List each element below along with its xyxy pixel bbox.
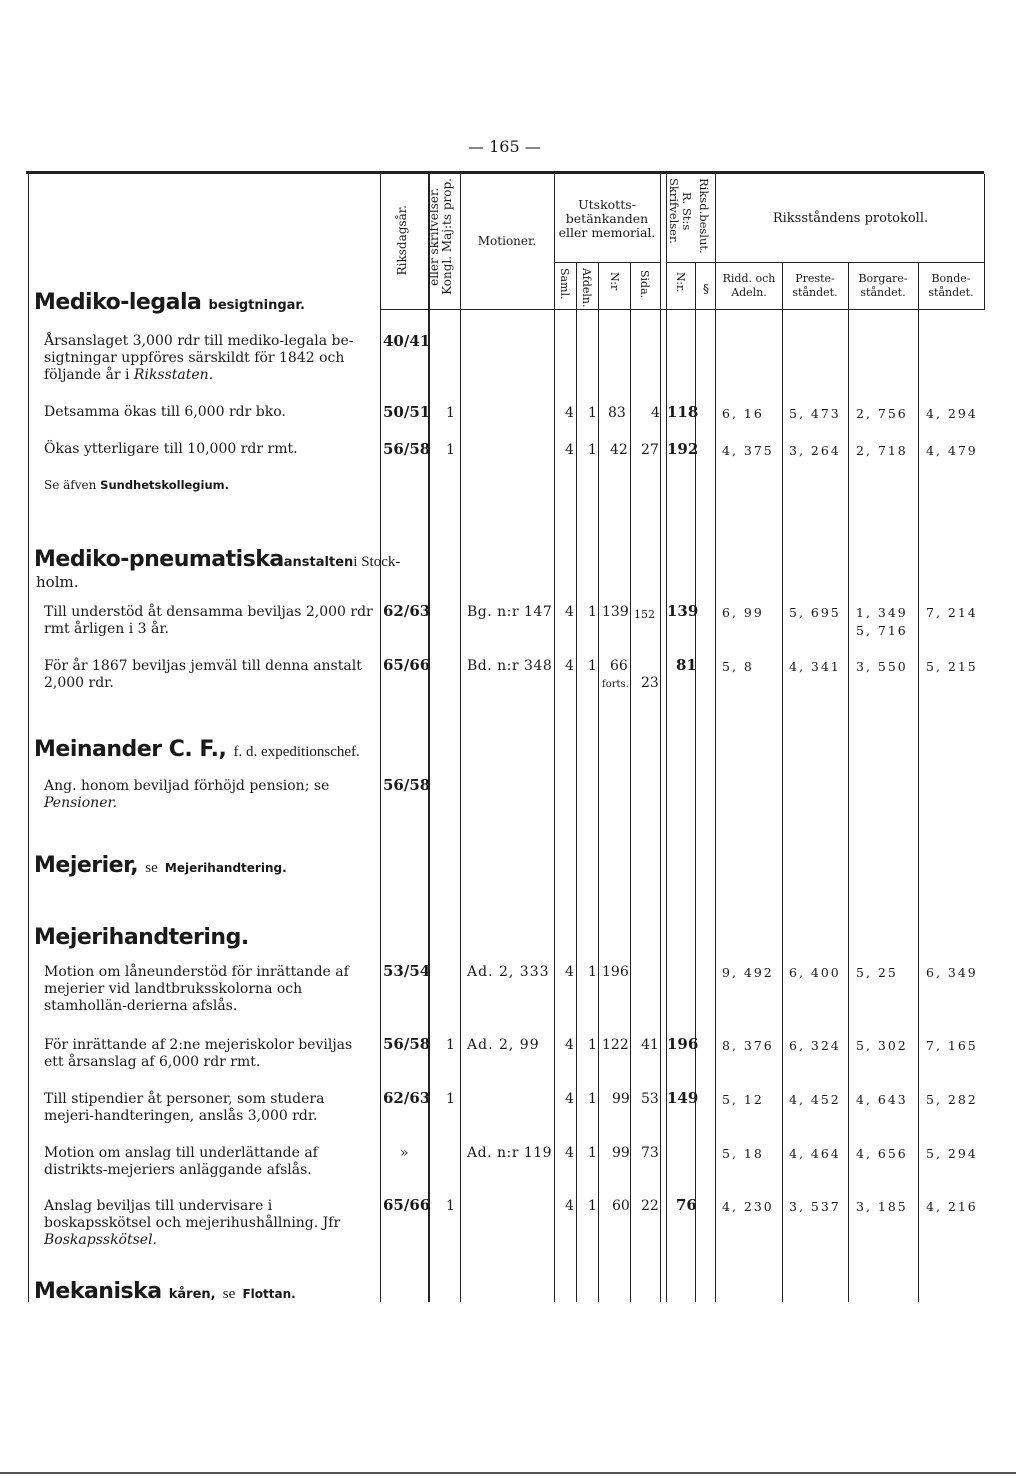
borgare-cell: 5, 25: [856, 965, 898, 980]
borgare-cell: 1, 349: [856, 605, 908, 620]
entry-text: Till understöd åt densamma beviljas 2,000 rdr rmt årligen i 3 år.: [44, 604, 373, 637]
year-cell: »: [400, 1145, 409, 1161]
year-cell: 50/51: [383, 403, 431, 421]
bonde-cell: 5, 282: [926, 1092, 978, 1107]
header-paragraph: §: [703, 282, 709, 296]
sida-cell: 23: [641, 675, 659, 691]
rsts-cell: 149: [667, 1089, 699, 1107]
preste-cell: 4, 452: [789, 1092, 841, 1107]
preste-cell: 4, 464: [789, 1146, 841, 1161]
year-cell: 65/66: [383, 656, 431, 674]
ridd-cell: 6, 99: [722, 605, 764, 620]
section-title-mediko-pneumatiska: Mediko-pneumatiskaanstalteni Stock-: [34, 547, 401, 572]
rsts-cell: 118: [667, 403, 699, 421]
header-borgare: Borgare- ståndet.: [858, 272, 908, 299]
rsts-cell: 139: [667, 602, 699, 620]
header-kongl-prop: Kongl. Maj:ts prop. eller skrifvelser.: [427, 178, 454, 295]
motion-cell: Ad. 2, 99: [467, 1037, 540, 1053]
bonde-cell: 6, 349: [926, 965, 978, 980]
saml-cell: 4: [565, 658, 574, 674]
header-ridd: Ridd. och Adeln.: [722, 272, 776, 299]
preste-cell: 5, 695: [789, 605, 841, 620]
year-cell: 56/58: [383, 1035, 431, 1053]
afd-cell: 1: [588, 1198, 597, 1214]
header-afdeln: Afdeln.: [580, 268, 593, 308]
nr-cell: 99: [612, 1145, 630, 1161]
nr-cell: 196: [602, 964, 629, 980]
bonde-cell: 5, 294: [926, 1146, 978, 1161]
top-rule: [26, 171, 984, 174]
year-cell: 62/63: [383, 602, 431, 620]
saml-cell: 4: [565, 964, 574, 980]
preste-cell: 6, 324: [789, 1038, 841, 1053]
ridd-cell: 8, 376: [722, 1038, 774, 1053]
saml-cell: 4: [565, 1037, 574, 1053]
rsts-cell: 196: [667, 1035, 699, 1053]
borgare-cell: 5, 302: [856, 1038, 908, 1053]
motion-cell: Bg. n:r 147: [467, 604, 553, 620]
sida-cell: 27: [641, 442, 659, 458]
ridd-cell: 6, 16: [722, 406, 764, 421]
afd-cell: 1: [588, 604, 597, 620]
nr-cell: 60: [612, 1198, 630, 1214]
sida-cell: 4: [651, 405, 660, 421]
ridd-cell: 4, 375: [722, 443, 774, 458]
bonde-cell: 4, 216: [926, 1199, 978, 1214]
entry-text: Motion om låneunderstöd för inrättande af mejerier vid landtbruksskolorna och stamhollän-derierna afslås.: [44, 964, 349, 1014]
sida-cell: 53: [641, 1091, 659, 1107]
nr-note: forts.: [602, 679, 629, 690]
header-motioner: Motioner.: [477, 234, 537, 248]
rsts-cell: 192: [667, 440, 699, 458]
section-title-cont: holm.: [36, 573, 79, 591]
ridd-cell: 9, 492: [722, 965, 774, 980]
bonde-cell: 4, 294: [926, 406, 978, 421]
entry-text: För år 1867 beviljas jemväl till denna anstalt 2,000 rdr.: [44, 658, 362, 691]
kongl-cell: 1: [446, 405, 455, 421]
nr-cell: 122: [602, 1037, 629, 1053]
ridd-cell: 5, 18: [722, 1146, 764, 1161]
section-title-mejerihandtering: Mejerihandtering.: [34, 925, 249, 950]
borgare-cell: 4, 656: [856, 1146, 908, 1161]
entry-text: Till stipendier åt personer, som studera mejeri-handteringen, anslås 3,000 rdr.: [44, 1091, 325, 1124]
section-title-mediko-legala: Mediko-legala besigtningar.: [34, 290, 305, 315]
saml-cell: 4: [565, 1091, 574, 1107]
header-protokoll: Riksståndens protokoll.: [772, 211, 929, 226]
preste-cell: 3, 537: [789, 1199, 841, 1214]
preste-cell: 6, 400: [789, 965, 841, 980]
afd-cell: 1: [588, 405, 597, 421]
header-utskotts: Utskotts- betänkanden eller memorial.: [558, 197, 656, 240]
header-riksd-beslut: Riksd.beslut.: [697, 178, 711, 254]
kongl-cell: 1: [446, 1198, 455, 1214]
sida-cell: 41: [641, 1037, 659, 1053]
see-also: Se äfven Sundhetskollegium.: [44, 478, 230, 492]
motion-cell: Ad. 2, 333: [467, 964, 550, 980]
entry-text: För inrättande af 2:ne mejeriskolor beviljas ett årsanslag af 6,000 rdr rmt.: [44, 1037, 353, 1070]
saml-cell: 4: [565, 405, 574, 421]
afd-cell: 1: [588, 658, 597, 674]
bonde-cell: 7, 165: [926, 1038, 978, 1053]
entry-text: Anslag beviljas till undervisare i boskapsskötsel och mejerihushållning. Jfr Boskapsskötsel.: [44, 1198, 341, 1248]
bottom-edge: [0, 1472, 1016, 1474]
nr-cell: 99: [612, 1091, 630, 1107]
borgare-cell-2: 5, 716: [856, 623, 908, 638]
year-cell: 65/66: [383, 1196, 431, 1214]
afd-cell: 1: [588, 1091, 597, 1107]
rsts-cell: 76: [676, 1196, 697, 1214]
nr-cell: 139: [602, 604, 629, 620]
kongl-cell: 1: [446, 442, 455, 458]
borgare-cell: 4, 643: [856, 1092, 908, 1107]
ridd-cell: 4, 230: [722, 1199, 774, 1214]
year-cell: 56/58: [383, 440, 431, 458]
header-rsts-nr: N:r.: [674, 272, 687, 293]
saml-cell: 4: [565, 604, 574, 620]
kongl-cell: 1: [446, 1037, 455, 1053]
borgare-cell: 3, 550: [856, 659, 908, 674]
borgare-cell: 2, 718: [856, 443, 908, 458]
year-cell: 40/41: [383, 332, 431, 350]
preste-cell: 5, 473: [789, 406, 841, 421]
header-rsts: R. St:s Skrifvelser.: [667, 178, 694, 244]
sida-cell: 73: [641, 1145, 659, 1161]
saml-cell: 4: [565, 1145, 574, 1161]
nr-cell: 42: [610, 442, 628, 458]
motion-cell: Ad. n:r 119: [467, 1145, 553, 1161]
afd-cell: 1: [588, 442, 597, 458]
borgare-cell: 3, 185: [856, 1199, 908, 1214]
preste-cell: 3, 264: [789, 443, 841, 458]
kongl-cell: 1: [446, 1091, 455, 1107]
section-title-meinander: Meinander C. F., f. d. expeditionschef.: [34, 737, 360, 762]
borgare-cell: 2, 756: [856, 406, 908, 421]
ridd-cell: 5, 12: [722, 1092, 764, 1107]
entry-text: Motion om anslag till underlättande af distrikts-mejeriers anläggande afslås.: [44, 1145, 318, 1178]
bonde-cell: 5, 215: [926, 659, 978, 674]
bonde-cell: 4, 479: [926, 443, 978, 458]
header-preste: Preste- ståndet.: [792, 272, 838, 299]
year-cell: 56/58: [383, 776, 431, 794]
entry-text: Årsanslaget 3,000 rdr till mediko-legala be-sigtningar uppföres särskildt för 1842 och följande år i Riksstaten.: [44, 333, 354, 383]
nr-cell: 66: [610, 658, 628, 674]
afd-cell: 1: [588, 1145, 597, 1161]
sida-cell: 22: [641, 1198, 659, 1214]
year-cell: 53/54: [383, 962, 431, 980]
page-number: — 165 —: [468, 137, 541, 156]
nr-cell: 83: [608, 405, 626, 421]
preste-cell: 4, 341: [789, 659, 841, 674]
header-bonde: Bonde- ståndet.: [928, 272, 974, 299]
header-riksdagsar: Riksdagsår.: [395, 205, 409, 276]
section-title-mejerier: Mejerier, se Mejerihandtering.: [34, 853, 287, 878]
entry-text: Ökas ytterligare till 10,000 rdr rmt.: [44, 441, 298, 457]
saml-cell: 4: [565, 1198, 574, 1214]
rsts-cell: 81: [676, 656, 697, 674]
header-saml: Saml.: [558, 268, 571, 300]
afd-cell: 1: [588, 1037, 597, 1053]
saml-cell: 4: [565, 442, 574, 458]
motion-cell: Bd. n:r 348: [467, 658, 553, 674]
entry-text: Detsamma ökas till 6,000 rdr bko.: [44, 404, 286, 420]
afd-cell: 1: [588, 964, 597, 980]
bonde-cell: 7, 214: [926, 605, 978, 620]
year-cell: 62/63: [383, 1089, 431, 1107]
sida-cell: 152: [634, 608, 655, 621]
entry-text: Ang. honom beviljad förhöjd pension; se Pensioner.: [44, 778, 330, 811]
ridd-cell: 5, 8: [722, 659, 754, 674]
header-nr: N:r: [608, 272, 621, 291]
section-title-mekaniska: Mekaniska kåren, se Flottan.: [34, 1279, 296, 1304]
header-sida: Sida.: [638, 270, 651, 299]
